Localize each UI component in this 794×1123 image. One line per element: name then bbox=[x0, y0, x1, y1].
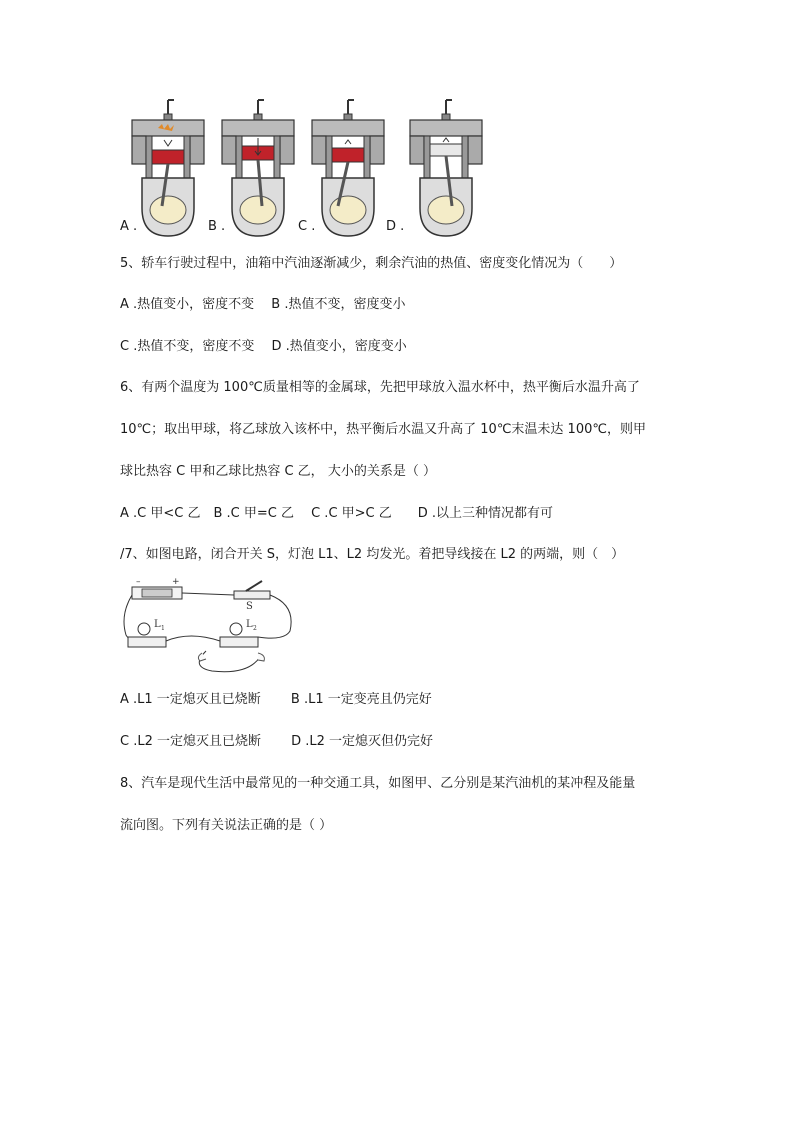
engine-c bbox=[312, 100, 384, 236]
engine-option-a: A . bbox=[120, 219, 138, 234]
q7-stem: /7、如图电路，闭合开关 S，灯泡 L1、L2 均发光。着把导线接在 L2 的两端，则（ ） bbox=[120, 547, 625, 562]
engine-a bbox=[132, 100, 204, 236]
circuit-diagram bbox=[120, 575, 298, 675]
q6-options: A .C 甲<C 乙 B .C 甲=C 乙 C .C 甲>C 乙 D .以上三种情况都有可 bbox=[120, 506, 554, 521]
q7-options-row1: A .L1 一定熄灭且已烧断 B .L1 一定变亮且仍完好 bbox=[120, 692, 432, 707]
q8-line2: 流向图。下列有关说法正确的是（ ） bbox=[120, 818, 333, 833]
lamp2-label: L bbox=[246, 619, 253, 630]
battery-plus-label: + bbox=[172, 577, 180, 587]
engine-stroke-diagrams bbox=[118, 98, 418, 238]
q5-options-row1: A .热值变小，密度不变 B .热值不变，密度变小 bbox=[120, 297, 406, 312]
lamp2-sub-label: 2 bbox=[253, 625, 257, 632]
lamp1-label: L bbox=[154, 619, 161, 630]
q6-line2: 10℃；取出甲球，将乙球放入该杯中，热平衡后水温又升高了 10℃末温未达 100℃，则甲 bbox=[120, 422, 646, 437]
battery-minus-label: – bbox=[136, 577, 141, 587]
q6-line1: 6、有两个温度为 100℃质量相等的金属球，先把甲球放入温水杯中，热平衡后水温升高了 bbox=[120, 380, 640, 395]
lamp1-sub-label: 1 bbox=[161, 625, 165, 632]
q6-line3: 球比热容 C 甲和乙球比热容 C 乙， 大小的关系是（ ） bbox=[120, 464, 436, 479]
q7-options-row2: C .L2 一定熄灭且已烧断 D .L2 一定熄灭但仍完好 bbox=[120, 734, 434, 749]
circuit-svg bbox=[120, 575, 298, 675]
q8-line1: 8、汽车是现代生活中最常见的一种交通工具，如图甲、乙分别是某汽油机的某冲程及能量 bbox=[120, 776, 636, 791]
engine-b bbox=[222, 100, 294, 236]
engine-option-d: D . bbox=[386, 219, 405, 234]
engine-diagrams-svg bbox=[118, 98, 418, 238]
q5-options-row2: C .热值不变，密度不变 D .热值变小，密度变小 bbox=[120, 339, 407, 354]
engine-option-c: C . bbox=[298, 219, 316, 234]
switch-label: S bbox=[246, 601, 253, 612]
engine-d-svg bbox=[400, 98, 490, 238]
engine-option-b: B . bbox=[208, 219, 226, 234]
q5-stem: 5、轿车行驶过程中，油箱中汽油逐渐减少，剩余汽油的热值、密度变化情况为（ ） bbox=[120, 256, 623, 271]
